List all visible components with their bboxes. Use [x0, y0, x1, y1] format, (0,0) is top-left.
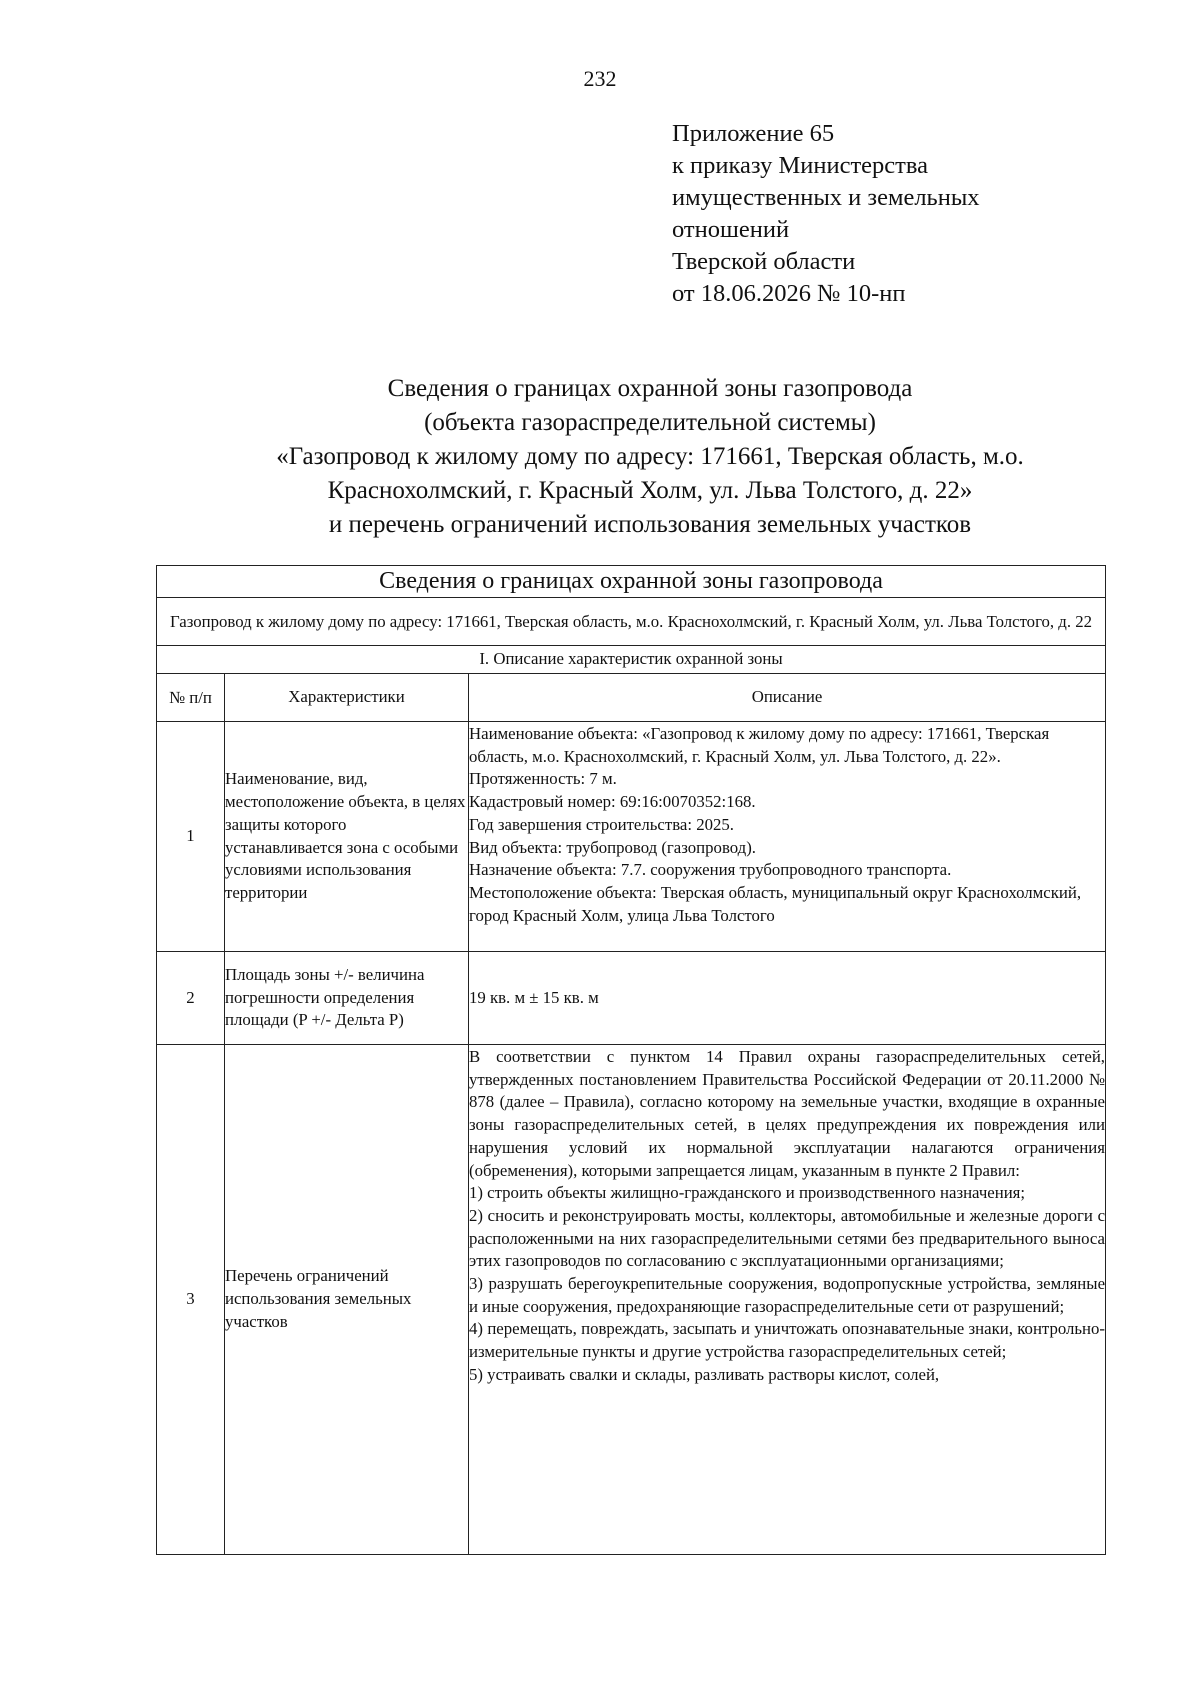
- description-line: Кадастровый номер: 69:16:0070352:168.: [469, 792, 756, 812]
- appendix-line: имущественных и земельных: [672, 184, 980, 211]
- appendix-line: Приложение 65: [672, 120, 835, 147]
- appendix-line: от 18.06.2026 № 10-нп: [672, 280, 906, 307]
- row-description: 19 кв. м ± 15 кв. м: [469, 952, 1106, 1045]
- table-subheading: Газопровод к жилому дому по адресу: 171661, Тверская область, м.о. Краснохолмский, г. Красный Холм, ул. Льва Толстого, д. 22: [157, 598, 1106, 646]
- title-line: «Газопровод к жилому дому по адресу: 171661, Тверская область, м.о.: [276, 443, 1024, 470]
- title-line: Сведения о границах охранной зоны газопровода: [387, 375, 913, 402]
- table-row: [157, 952, 1106, 1045]
- description-line: 5) устраивать свалки и склады, разливать растворы кислот, солей,: [469, 1364, 940, 1384]
- title-line: и перечень ограничений использования земельных участков: [328, 511, 972, 538]
- column-header-number: № п/п: [157, 674, 225, 722]
- description-line: Протяженность: 7 м.: [469, 769, 617, 789]
- table-heading: Сведения о границах охранной зоны газопровода: [157, 566, 1106, 598]
- row-number: 2: [157, 952, 225, 1045]
- row-description: [469, 722, 1106, 952]
- section-heading: I. Описание характеристик охранной зоны: [157, 646, 1106, 674]
- row-characteristic: Наименование, вид, местоположение объекта, в целях защиты которого устанавливается зона с особыми условиями использования территории: [225, 722, 469, 952]
- description-line: Местоположение объекта: Тверская область, муниципальный округ Краснохолмский, город Красный Холм, улица Льва Толстого: [469, 882, 1082, 925]
- description-line: 3) разрушать берегоукрепительные сооружения, водопропускные устройства, земляные и иные сооружения, предохраняющие газораспределительные сети от разрушений;: [469, 1274, 1106, 1316]
- description-line: 1) строить объекты жилищно-гражданского и производственного назначения;: [469, 1183, 1026, 1203]
- appendix-line: к приказу Министерства: [672, 152, 928, 179]
- row-characteristic: Площадь зоны +/- величина погрешности определения площади (P +/- Дельта P): [225, 952, 469, 1045]
- appendix-block: [672, 118, 980, 310]
- column-header-description: Описание: [469, 674, 1106, 722]
- row-characteristic: Перечень ограничений использования земельных участков: [225, 1045, 469, 1555]
- row-number: 3: [157, 1045, 225, 1555]
- row-number: 1: [157, 722, 225, 952]
- description-line: Назначение объекта: 7.7. сооружения трубопроводного транспорта.: [469, 860, 952, 880]
- description-line: Вид объекта: трубопровод (газопровод).: [469, 837, 756, 857]
- table-row: [157, 1045, 1106, 1555]
- column-header-characteristics: Характеристики: [225, 674, 469, 722]
- title-line: (объекта газораспределительной системы): [424, 409, 876, 436]
- appendix-line: отношений: [672, 216, 790, 243]
- title-line: Краснохолмский, г. Красный Холм, ул. Льва Толстого, д. 22»: [327, 477, 973, 504]
- document-title: [150, 372, 1150, 542]
- appendix-line: Тверской области: [672, 248, 856, 275]
- description-line: 4) перемещать, повреждать, засыпать и уничтожать опознавательные знаки, контрольно-измерительные пункты и другие устройства газораспределительных сетей;: [469, 1319, 1106, 1362]
- description-line: Наименование объекта: «Газопровод к жилому дому по адресу: 171661, Тверская область, м.о. Краснохолмский, г. Красный Холм, ул. Льва Толстого, д. 22».: [469, 724, 1050, 766]
- protection-zone-table: [156, 565, 1106, 1555]
- row-description: [469, 1045, 1106, 1555]
- description-line: 2) сносить и реконструировать мосты, коллекторы, автомобильные и железные дороги с расположенными на них газораспределительными сетями без предварительного выноса этих газопроводов по согласованию с эксплуатационными организациями;: [469, 1205, 1106, 1271]
- page-number: 232: [583, 66, 617, 91]
- description-line: Год завершения строительства: 2025.: [469, 814, 734, 834]
- description-line: В соответствии с пунктом 14 Правил охраны газораспределительных сетей, утвержденных постановлением Правительства Российской Федерации от 20.11.2000 № 878 (далее – Правила), согласно которому на земельные участки, входящие в охранные зоны газораспределительных сетей, в целях предупреждения их повреждения или нарушения условий их нормальной эксплуатации налагаются ограничения (обременения), которыми запрещается лицам, указанным в пункте 2 Правил:: [469, 1047, 1106, 1180]
- table-row: [157, 722, 1106, 952]
